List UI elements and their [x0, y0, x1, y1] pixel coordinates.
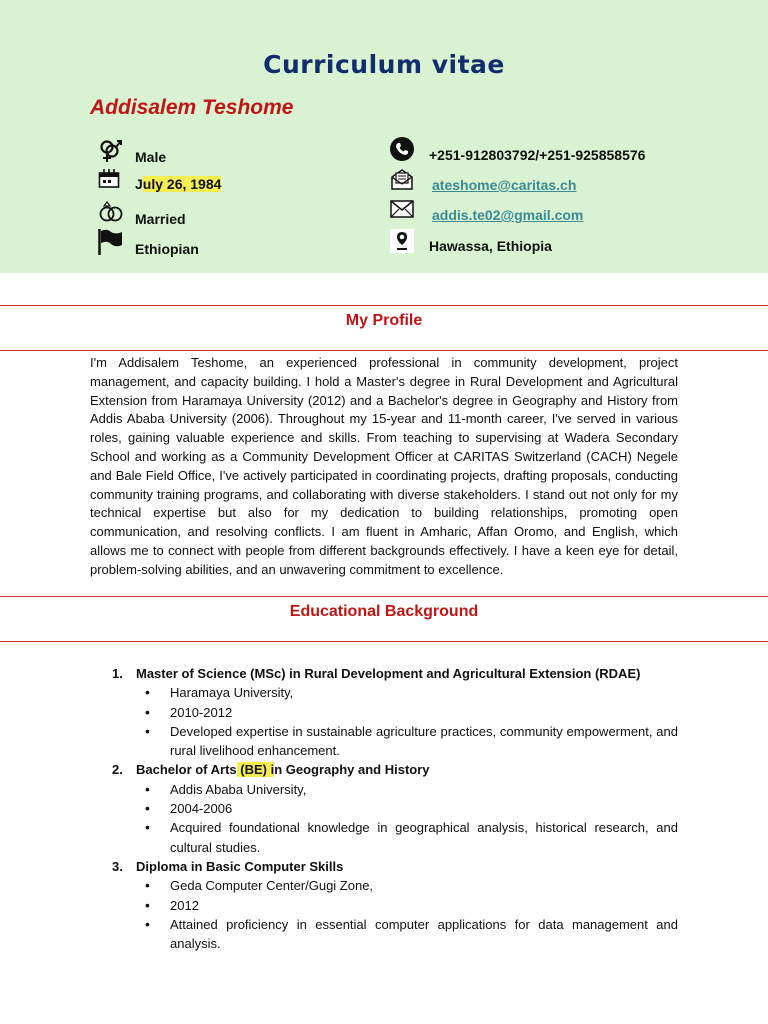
degree-text-end: n Geography and History — [274, 762, 430, 778]
education-years: • 2004-2006 — [136, 799, 678, 818]
education-description: • Developed expertise in sustainable agriculture practices, community empowerment, and rural livelihood enhancement. — [136, 722, 678, 761]
work-email-icon — [390, 167, 414, 191]
education-item — [90, 760, 678, 856]
education-details — [136, 780, 678, 857]
education-item — [90, 857, 678, 953]
personal-email-link[interactable] — [432, 207, 583, 223]
flag-icon — [97, 228, 123, 256]
work-email-text[interactable]: ateshome@caritas.ch — [432, 177, 577, 193]
degree-text: Diploma in Basic Computer Skills — [136, 858, 344, 874]
marital-value: Married — [135, 211, 186, 227]
education-institution: • Geda Computer Center/Gugi Zone, — [136, 876, 678, 895]
candidate-name: Addisalem Teshome — [90, 96, 294, 119]
education-list — [90, 664, 678, 953]
education-degree — [136, 664, 678, 683]
phone-value: +251-912803792/+251-925858576 — [429, 147, 646, 163]
education-details — [136, 876, 678, 953]
education-rule-bottom — [0, 641, 768, 642]
degree-text: Master of Science (MSc) in Rural Development and Agricultural Extension (RDAE) — [136, 666, 641, 681]
education-item-number: 2. — [112, 762, 123, 778]
degree-text: Bachelor of Arts — [136, 762, 237, 778]
profile-text: I'm Addisalem Teshome, an experienced professional in community development, project management, and capacity building. I hold a Master's degree in Rural Development and Agricultural Extension from Haramaya University (2012) and a Bachelor's degree in Geography and History from Addis Ababa University (2006). Throughout my 15-year and 11-month career, I've served in various roles, gaining valuable experience and skills. From teaching to supervising at Wadera Secondary School and working as a Community Development Officer at CARITAS Switzerland (CACH) Negele and Bale Field Office, I've actively participated in coordinating projects, drafting proposals, conducting community training programs, and collaborating with diverse stakeholders. I stand out not only for my technical expertise but also for my dedication to building relationships, promoting open communication, and resolving conflicts. I am fluent in Amharic, Affan Oromo, and English, which allows me to connect with people from different backgrounds effectively. I have a keen eye for detail, problem-solving abilities, and an unwavering commitment to excellence. — [90, 355, 678, 577]
profile-heading: My Profile — [345, 312, 423, 329]
nationality-value: Ethiopian — [135, 241, 199, 257]
phone-icon — [390, 137, 414, 161]
location-pin-icon — [390, 229, 414, 253]
degree-highlight: (BE) i — [236, 762, 275, 778]
cv-header — [0, 0, 768, 273]
education-description: • Attained proficiency in essential computer applications for data management and analysis. — [136, 915, 678, 954]
dob-highlight: uly 26, 1984 — [142, 176, 222, 192]
education-heading: Educational Background — [289, 603, 479, 620]
dob-prefix: J — [135, 176, 143, 192]
education-years: • 2012 — [136, 896, 678, 915]
personal-email-text[interactable]: addis.te02@gmail.com — [432, 207, 584, 223]
education-years: • 2010-2012 — [136, 703, 678, 722]
education-item-number: 3. — [112, 858, 123, 874]
cv-title: Curriculum vitae — [263, 50, 505, 79]
rings-icon — [97, 197, 125, 225]
education-description: • Acquired foundational knowledge in geographical analysis, historical research, and cultural studies. — [136, 818, 678, 857]
profile-rule-top — [0, 305, 768, 306]
education-item-number: 1. — [112, 666, 123, 681]
profile-rule-bottom — [0, 350, 768, 351]
work-email-link[interactable] — [432, 177, 576, 193]
education-degree — [136, 760, 678, 779]
envelope-icon — [390, 199, 414, 219]
education-institution: • Haramaya University, — [136, 683, 678, 702]
education-rule-top — [0, 596, 768, 597]
education-details — [136, 683, 678, 760]
education-item — [90, 664, 678, 760]
location-value: Hawassa, Ethiopia — [429, 238, 552, 254]
education-institution: • Addis Ababa University, — [136, 780, 678, 799]
dob-value — [135, 176, 221, 192]
calendar-icon — [98, 167, 120, 189]
gender-value: Male — [135, 149, 167, 165]
gender-icon — [97, 138, 123, 164]
education-degree — [136, 857, 678, 876]
